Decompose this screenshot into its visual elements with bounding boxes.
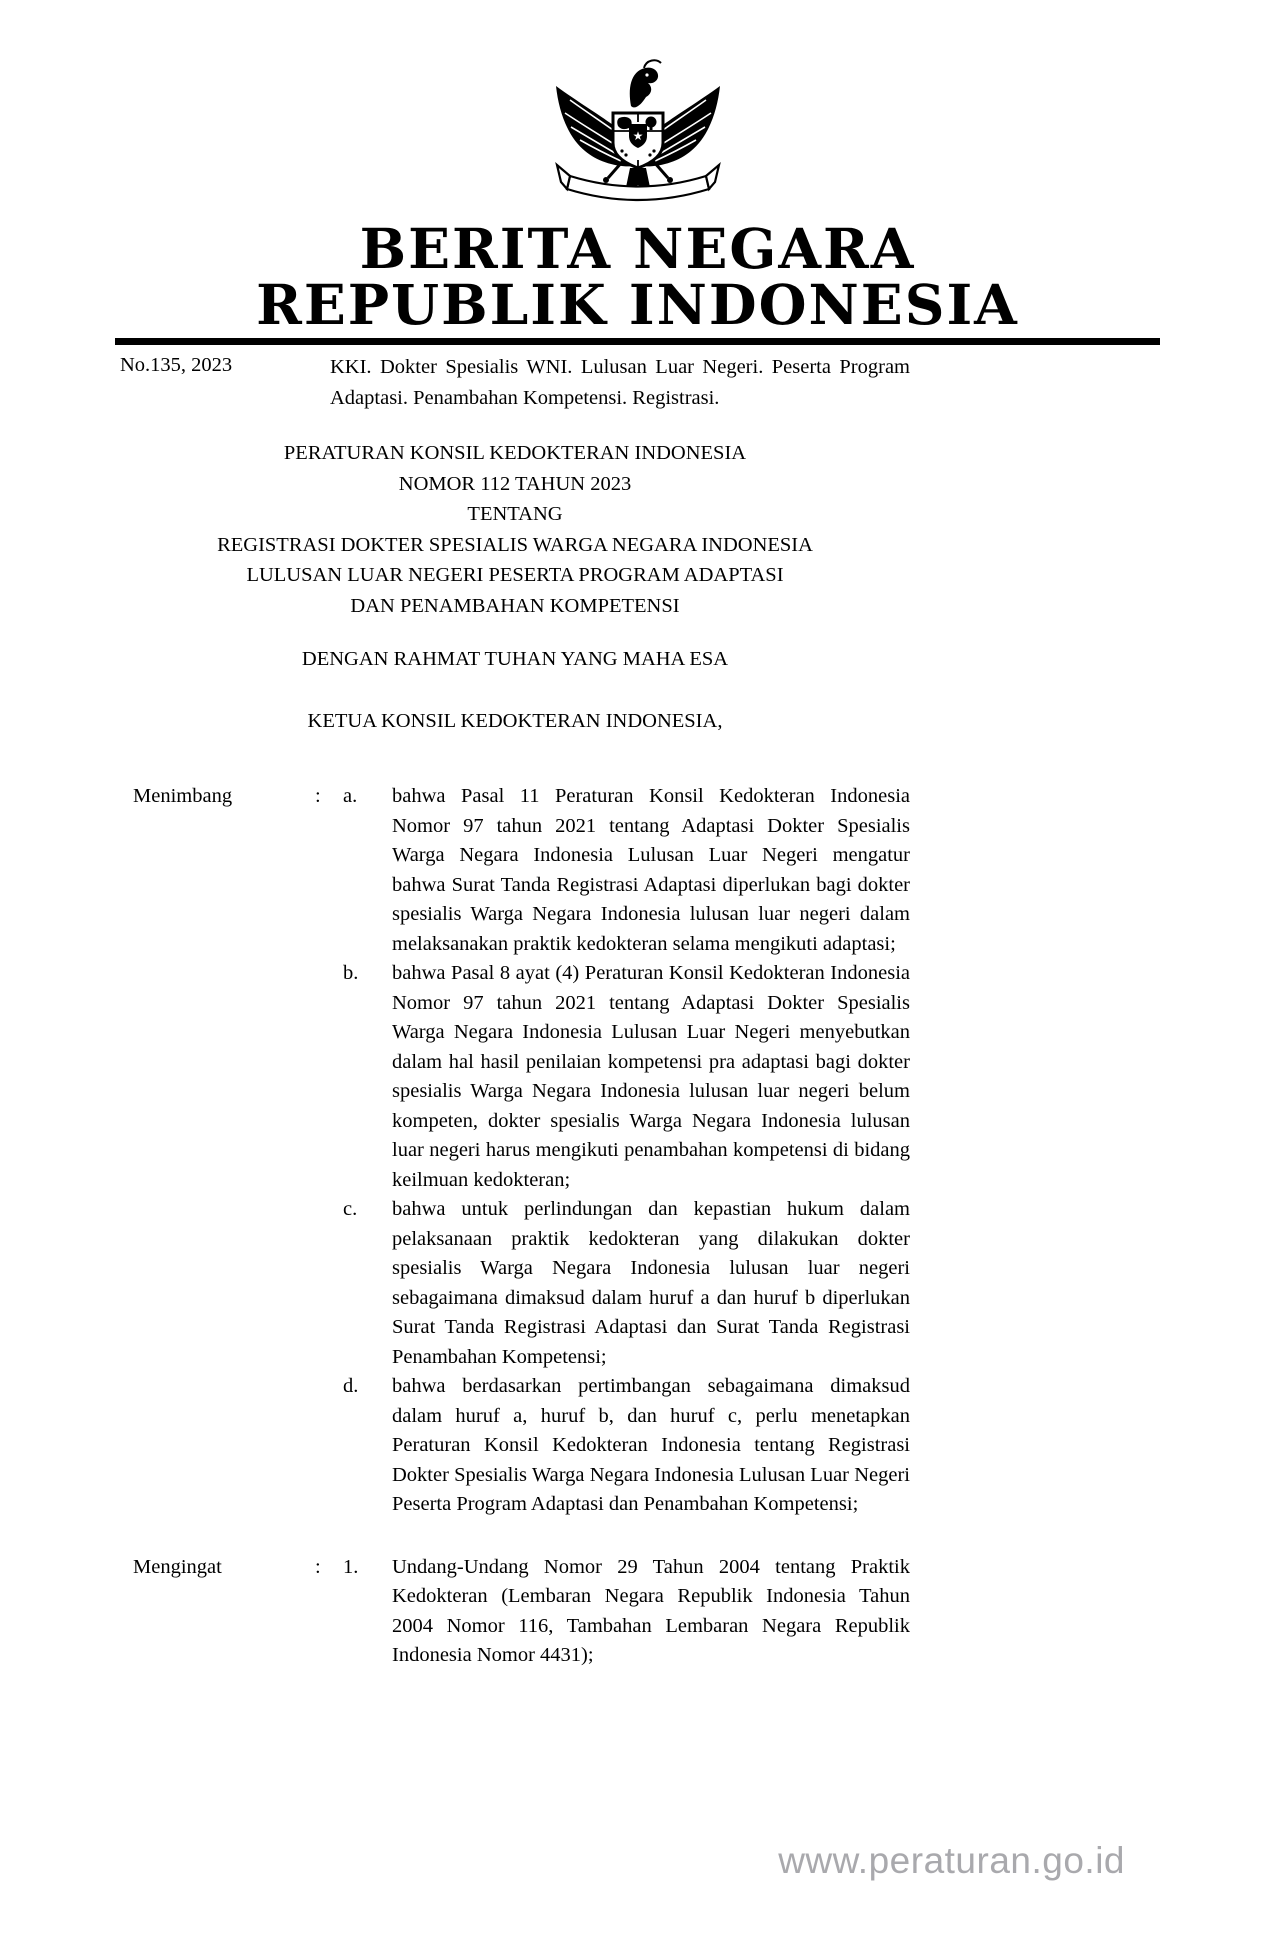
enacting-official-line: KETUA KONSIL KEDOKTERAN INDONESIA, (307, 709, 723, 732)
masthead-divider (115, 338, 1160, 345)
item-text: bahwa berdasarkan pertimbangan sebagaimana dimaksud dalam huruf a, huruf b, dan huruf c, perlu menetapkan Peraturan Konsil Kedokteran Indonesia tentang Registrasi Dokter Spesialis Warga Negara Indonesia Lulusan Luar Negeri Peserta Program Adaptasi dan Penambahan Kompetensi; (392, 1375, 910, 1515)
gazette-number: No.135, 2023 (120, 354, 233, 376)
item-text: Undang-Undang Nomor 29 Tahun 2004 tentang Praktik Kedokteran (Lembaran Negara Republik Indonesia Tahun 2004 Nomor 116, Tambahan Lembaran Negara Republik Indonesia Nomor 4431); (392, 1555, 910, 1666)
item-marker: a. (343, 785, 358, 807)
masthead-line-1: BERITA NEGARA (359, 216, 916, 281)
item-marker: 1. (343, 1555, 359, 1578)
title-line: LULUSAN LUAR NEGERI PESERTA PROGRAM ADAPTASI (246, 564, 784, 586)
subject-keywords: KKI. Dokter Spesialis WNI. Lulusan Luar Negeri. Peserta Program Adaptasi. Penambahan Kompetensi. Registrasi. (330, 356, 910, 409)
regulation-title (120, 438, 910, 621)
legal-basis-label: Mengingat (133, 1555, 222, 1578)
title-line: PERATURAN KONSIL KEDOKTERAN INDONESIA (283, 442, 747, 464)
considerations-separator: : (315, 785, 321, 807)
masthead (0, 216, 1275, 337)
title-line: REGISTRASI DOKTER SPESIALIS WARGA NEGARA INDONESIA (217, 533, 813, 556)
item-marker: c. (343, 1198, 358, 1220)
considerations-items (343, 782, 910, 1520)
legal-basis-section (120, 1553, 910, 1671)
legal-basis-separator: : (315, 1555, 321, 1578)
consideration-item (343, 782, 910, 959)
emblem-container (0, 0, 1275, 213)
garuda-pancasila-emblem (552, 56, 724, 213)
title-line: NOMOR 112 TAHUN 2023 (398, 472, 632, 495)
item-text: bahwa Pasal 11 Peraturan Konsil Kedokteran Indonesia Nomor 97 tahun 2021 tentang Adaptasi Dokter Spesialis Warga Negara Indonesia Lulusan Luar Negeri mengatur bahwa Surat Tanda Registrasi Adaptasi diperlukan bagi dokter spesialis Warga Negara Indonesia lulusan luar negeri dalam melaksanakan praktik kedokteran selama mengikuti adaptasi; (392, 785, 910, 955)
item-marker: d. (343, 1375, 359, 1397)
title-line: DAN PENAMBAHAN KOMPETENSI (350, 594, 680, 617)
source-watermark: www.peraturan.go.id (778, 1840, 1125, 1881)
consideration-item (343, 1195, 910, 1372)
invocation-line: DENGAN RAHMAT TUHAN YANG MAHA ESA (301, 648, 729, 670)
item-marker: b. (343, 962, 359, 984)
considerations-label: Menimbang (133, 785, 233, 807)
item-text: bahwa untuk perlindungan dan kepastian hukum dalam pelaksanaan praktik kedokteran yang dilakukan dokter spesialis Warga Negara Indonesia lulusan luar negeri sebagaimana dimaksud dalam huruf a dan huruf b diperlukan Surat Tanda Registrasi Adaptasi dan Surat Tanda Registrasi Penambahan Kompetensi; (392, 1198, 910, 1368)
legal-basis-items (343, 1553, 910, 1671)
gazette-abstract (120, 352, 910, 414)
title-line: TENTANG (467, 503, 563, 525)
masthead-line-2: REPUBLIK INDONESIA (256, 272, 1019, 337)
consideration-item (343, 959, 910, 1195)
pancasila-star-icon: ★ (632, 129, 643, 143)
legal-basis-item (343, 1553, 910, 1671)
considerations-section (120, 782, 910, 1520)
item-text: bahwa Pasal 8 ayat (4) Peraturan Konsil Kedokteran Indonesia Nomor 97 tahun 2021 tentang Adaptasi Dokter Spesialis Warga Negara Indonesia Lulusan Luar Negeri menyebutkan dalam hal hasil penilaian kompetensi pra adaptasi bagi dokter spesialis Warga Negara Indonesia lulusan luar negeri belum kompeten, dokter spesialis Warga Negara Indonesia lulusan luar negeri harus mengikuti penambahan kompetensi di bidang keilmuan kedokteran; (392, 962, 910, 1191)
consideration-item (343, 1372, 910, 1520)
